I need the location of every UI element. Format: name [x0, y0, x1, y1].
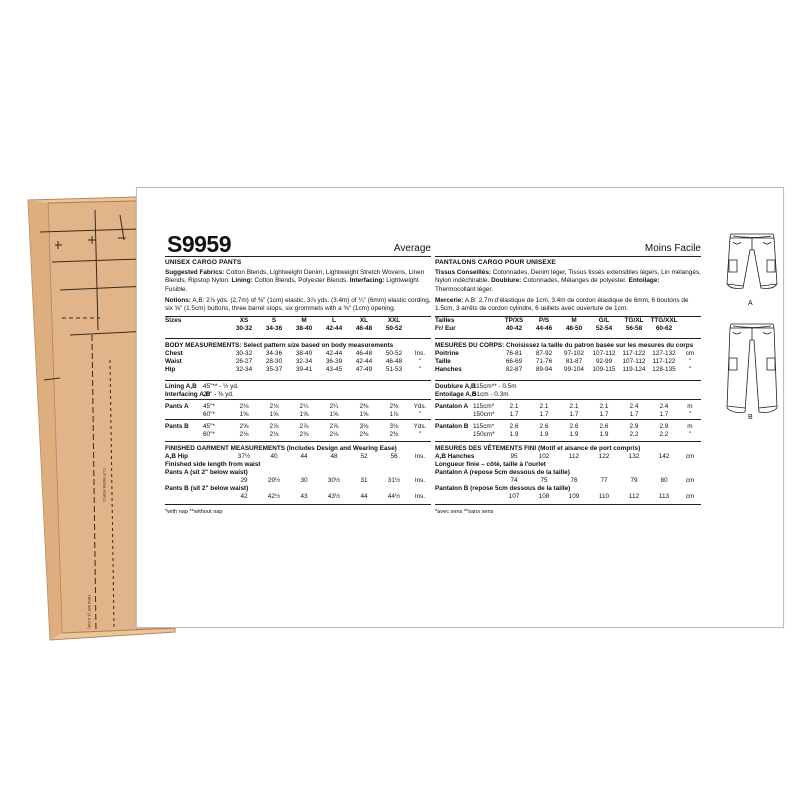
- table-row: Pantalon A 115cm* 2.1 2.1 2.1 2.1 2.4 2.4 m: [435, 402, 693, 410]
- view-a-label: A: [748, 300, 753, 307]
- skill-level-en: Average: [393, 243, 431, 254]
- sizes-label: Sizes: [165, 317, 182, 325]
- body-table-fr: [435, 350, 701, 374]
- pattern-envelope-back: [136, 187, 784, 628]
- table-row: 150cm* 1.9 1.9 1.9 1.9 2.2 2.2 ": [473, 430, 692, 438]
- yardage-table-fr: Doublure A,B 115cm** - 0.5m Entoilage A,B 51cm - 0.3m Pantalon A 115cm* 2.1 2.1 2.1 2.1 2.4 2.4 m 150cm* 1.7 1.7 1.7 1.7 1.7 1.7 " Pantalon B 115cm* 2.6 2.6 2.6 2.6 2.9 2.9 m 150cm* 1.9 1.9 1.9 1.9 2.2 2.2 ": [435, 383, 701, 438]
- table-row: Hip 32-34 35-37 39-41 43-45 47-49 51-53 ": [165, 366, 422, 374]
- table-row: 107 108 109 110 112 113 cm: [508, 492, 695, 500]
- finished-heading-en: FINISHED GARMENT MEASUREMENTS (Includes Design and Wearing Ease): [165, 445, 397, 453]
- table-row: Taille 66-69 71-76 81-87 92-99 107-112 117-122 ": [435, 358, 692, 366]
- english-column: [165, 228, 431, 515]
- table-row: Pants A 45"* 2⅛ 2⅛ 2¼ 2¼ 2⅜ 2⅜ Yds.: [165, 402, 427, 410]
- tissue-label-hem: HEM 5/8" (1.5 CM): [87, 595, 92, 629]
- table-row: Pants B 45"* 2⅝ 2⅞ 2⅞ 2⅞ 3⅛ 3⅛ Yds.: [165, 422, 427, 430]
- header-en: [165, 228, 431, 257]
- fabrics-fr: Tissus Conseillés: Cotonnades, Denim léger, Tissus tissés extensibles légers, Lin mélangés, Nylon indéchirable. Doublure: Cotonnades, Mélanges de polyester. Entoilage: Thermocollant léger.: [435, 269, 701, 293]
- notions-en: Notions: A,B: 2⅞ yds. (2.7m) of ⅜" (1cm) elastic, 3⅞ yds. (3.4m) of ¼" (6mm) elastic cording, six ⅝" (1.5cm) buttons, three barrel stops, six grommets with a ⅜" (1cm) opening.: [165, 296, 431, 313]
- tissue-label-cut-here: CUT HERE FOR C: [102, 468, 107, 502]
- yardage-table-en: Lining A,B 45"** - ½ yd. Interfacing A,B 20" - ⅜ yd. Pants A 45"* 2⅛ 2⅛ 2¼ 2¼ 2⅜ 2⅜ Yds. 60"* 1⅝ 1⅝ 1⅝ 1⅝ 1⅝ 1⅞ " Pants B 45"* 2⅝ 2⅞ 2⅞ 2⅞ 3⅛ 3⅛ Yds. 60"* 2⅛ 2⅛ 2⅛ 2⅛ 2⅜ 2⅜ ": [165, 383, 431, 438]
- skill-level-fr: Moins Facile: [644, 243, 701, 254]
- view-b-label: B: [748, 414, 753, 421]
- table-row: 60"* 2⅛ 2⅛ 2⅛ 2⅛ 2⅜ 2⅜ ": [203, 430, 422, 438]
- body-heading-fr: MESURES DU CORPS: Choisissez la taille du patron basée sur les mesures du corps: [435, 342, 694, 350]
- table-row: 150cm* 1.7 1.7 1.7 1.7 1.7 1.7 ": [473, 410, 692, 418]
- view-b-drawing: [721, 320, 783, 425]
- title-en: UNISEX CARGO PANTS: [165, 259, 242, 266]
- view-a-drawing: [721, 228, 783, 308]
- header-fr: [435, 228, 701, 257]
- table-row: 60"* 1⅝ 1⅝ 1⅝ 1⅝ 1⅝ 1⅞ ": [203, 410, 422, 418]
- footnote-fr: *avec sens **sans sens: [435, 508, 494, 515]
- finished-table-fr: A,B Hanches 95 102 112 122 132 142 cm Longueur finie – côté, taille à l'ourlet Pantalon A (repose 5cm dessous de la taille) 74 75 76 77 79 80 cm Pantalon B (repose 5cm dessous de la taille) 107 108 109 110 112 113 cm: [435, 453, 701, 500]
- table-row: 29 29½ 30 30½ 31 31½ Ins.: [240, 477, 426, 485]
- pattern-number: S9959: [167, 231, 232, 257]
- table-row: A,B Hanches 95 102 112 122 132 142 cm: [435, 453, 695, 461]
- table-row: 42 42½ 43 43½ 44 44½ Ins.: [240, 492, 426, 500]
- finished-table-en: A,B Hip 37½ 40 44 48 52 56 Ins. Finished side length from waist Pants A (sit 2" below waist) 29 29½ 30 30½ 31 31½ Ins. Pants B (sit 2" below waist) 42 42½ 43 43½ 44 44½ Ins.: [165, 453, 431, 500]
- sizes-table-fr: Tailles TP/XS P/S M G/L TG/XL TTG/XXL Fr/ Eur 40-42 44-46 48-50 52-54 56-58 60-62: [435, 317, 678, 333]
- table-row: Chest 30-32 34-36 38-40 42-44 46-48 50-52 Ins.: [165, 350, 426, 358]
- table-row: Hanches 82-87 89-94 99-104 109-115 119-124 128-135 ": [435, 366, 692, 374]
- table-row: Waist 26-27 28-30 32-34 36-39 42-44 46-48 ": [165, 358, 422, 366]
- table-row: Pantalon B 115cm* 2.6 2.6 2.6 2.6 2.9 2.9 m: [435, 422, 693, 430]
- table-row: A,B Hip 37½ 40 44 48 52 56 Ins.: [165, 453, 426, 461]
- body-heading-en: BODY MEASUREMENTS: Select pattern size based on body measurements: [165, 342, 394, 350]
- footnote-en: *with nap **without nap: [165, 508, 223, 515]
- body-table-en: [165, 350, 431, 374]
- finished-heading-fr: MESURES DES VÊTEMENTS FINI (Motif et aisance de port compris): [435, 445, 641, 453]
- table-row: 74 75 76 77 79 80 cm: [510, 477, 695, 485]
- french-column: [435, 228, 701, 515]
- title-fr: PANTALONS CARGO POUR UNISEXE: [435, 259, 556, 266]
- notions-fr: Mercerie: A,B: 2.7m d'élastique de 1cm, 3.4m de cordon élastique de 6mm, 6 boutons de 1.5cm, 3 arrêts de cordon cylindre, 6 œillets avec ouverture de 1cm.: [435, 296, 689, 313]
- fabrics-en: Suggested Fabrics: Cotton Blends, Lightweight Denim, Lightweight Stretch Wovens, Linen Blends, Ripstop Nylon. Lining: Cotton Blends, Polyester Blends. Interfacing: Lightweight Fusible.: [165, 269, 425, 293]
- view-sketches: [721, 228, 783, 421]
- table-row: Poitrine 76-81 87-92 97-102 107-112 117-122 127-132 cm: [435, 350, 695, 358]
- sizes-table-en: Sizes XS S M L XL XXL 30-32 34-36 38-40 42-44 46-48 50-52: [165, 317, 403, 333]
